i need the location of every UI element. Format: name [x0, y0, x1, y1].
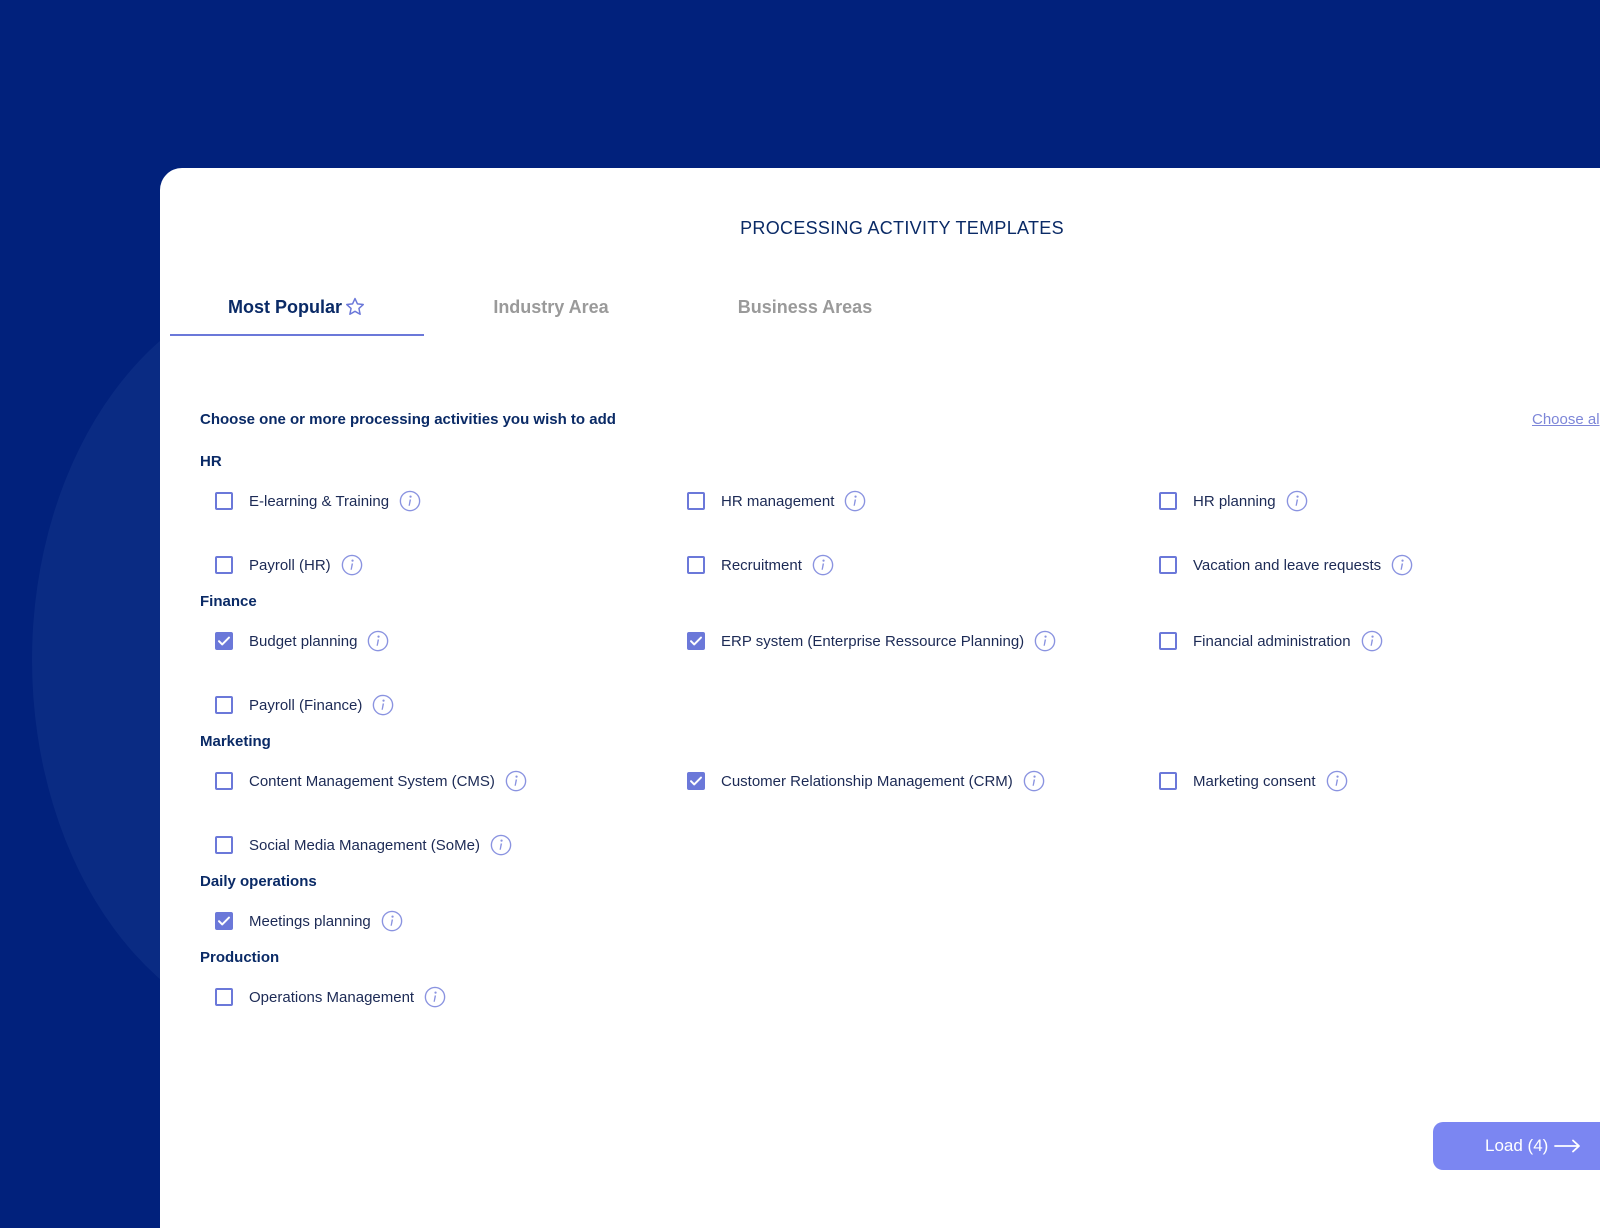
tab-industry-area[interactable]: Industry Area — [493, 296, 609, 317]
info-icon[interactable] — [372, 694, 394, 716]
section-title-hr: HR — [200, 453, 222, 470]
checkmark-icon — [217, 634, 231, 648]
section-title-production: Production — [200, 949, 280, 966]
checkbox-item-vacation[interactable] — [1159, 552, 1413, 578]
info-icon[interactable] — [1361, 630, 1383, 652]
checkbox[interactable] — [687, 556, 705, 574]
checkmark-icon — [689, 634, 703, 648]
arrow-right-icon — [1554, 1139, 1582, 1153]
tab-business-areas[interactable]: Business Areas — [737, 296, 873, 317]
item-label: HR planning — [1193, 492, 1276, 510]
checkmark-icon — [217, 914, 231, 928]
templates-panel — [160, 168, 1600, 1228]
info-icon[interactable] — [844, 490, 866, 512]
checkbox-checked[interactable] — [215, 912, 233, 930]
checkbox-item-hr-management[interactable] — [687, 488, 866, 514]
checkbox[interactable] — [215, 836, 233, 854]
item-label: Marketing consent — [1193, 772, 1316, 790]
info-icon[interactable] — [381, 910, 403, 932]
checkbox-item-crm[interactable] — [687, 768, 1045, 794]
checkbox-checked[interactable] — [215, 632, 233, 650]
instruction-text: Choose one or more processing activities you wish to add — [200, 411, 616, 428]
checkbox-item-budget-planning[interactable] — [215, 628, 389, 654]
choose-all-link[interactable]: Choose al — [1532, 411, 1600, 428]
checkbox[interactable] — [215, 988, 233, 1006]
star-icon — [344, 296, 366, 318]
checkbox[interactable] — [215, 556, 233, 574]
info-icon[interactable] — [367, 630, 389, 652]
checkbox-item-operations-management[interactable] — [215, 984, 446, 1010]
info-icon[interactable] — [490, 834, 512, 856]
item-label: Vacation and leave requests — [1193, 556, 1382, 574]
checkmark-icon — [689, 774, 703, 788]
info-icon[interactable] — [1023, 770, 1045, 792]
tab-bar — [170, 280, 932, 336]
info-icon[interactable] — [424, 986, 446, 1008]
item-label: E-learning & Training — [249, 492, 390, 510]
item-label: Operations Management — [249, 988, 415, 1006]
checkbox[interactable] — [215, 492, 233, 510]
item-label: Financial administration — [1193, 632, 1351, 650]
info-icon[interactable] — [1326, 770, 1348, 792]
checkbox-item-cms[interactable] — [215, 768, 527, 794]
item-label: Social Media Management (SoMe) — [249, 836, 480, 854]
section-title-finance: Finance — [200, 593, 257, 610]
checkbox-checked[interactable] — [687, 632, 705, 650]
checkbox[interactable] — [1159, 772, 1177, 790]
checkbox[interactable] — [215, 772, 233, 790]
item-label: Customer Relationship Management (CRM) — [721, 772, 1013, 790]
checkbox-checked[interactable] — [687, 772, 705, 790]
checkbox[interactable] — [687, 492, 705, 510]
checkbox-item-meetings-planning[interactable] — [215, 908, 403, 934]
info-icon[interactable] — [1391, 554, 1413, 576]
checkbox-item-e-learning[interactable] — [215, 488, 421, 514]
item-label: Payroll (Finance) — [249, 696, 363, 714]
checkbox-item-social-media[interactable] — [215, 832, 512, 858]
section-title-daily-operations: Daily operations — [200, 873, 317, 890]
load-button[interactable] — [1433, 1122, 1600, 1170]
item-label: Recruitment — [721, 556, 802, 574]
info-icon[interactable] — [1034, 630, 1056, 652]
info-icon[interactable] — [812, 554, 834, 576]
tab-label: Most Popular — [227, 296, 342, 317]
info-icon[interactable] — [505, 770, 527, 792]
item-label: Budget planning — [249, 632, 358, 650]
item-label: Payroll (HR) — [249, 556, 331, 574]
info-icon[interactable] — [399, 490, 421, 512]
checkbox[interactable] — [1159, 492, 1177, 510]
checkbox[interactable] — [1159, 632, 1177, 650]
item-label: HR management — [721, 492, 835, 510]
checkbox-item-marketing-consent[interactable] — [1159, 768, 1348, 794]
checkbox[interactable] — [215, 696, 233, 714]
info-icon[interactable] — [1286, 490, 1308, 512]
tab-most-popular[interactable] — [170, 280, 424, 336]
checkbox-item-payroll-hr[interactable] — [215, 552, 363, 578]
checkbox-item-financial-administration[interactable] — [1159, 628, 1383, 654]
page-title: PROCESSING ACTIVITY TEMPLATES — [740, 218, 1064, 238]
checkbox-item-hr-planning[interactable] — [1159, 488, 1308, 514]
info-icon[interactable] — [341, 554, 363, 576]
checkbox[interactable] — [1159, 556, 1177, 574]
item-label: ERP system (Enterprise Ressource Planning) — [721, 632, 1025, 650]
checkbox-item-erp-system[interactable] — [687, 628, 1056, 654]
checkbox-item-recruitment[interactable] — [687, 552, 834, 578]
checkbox-item-payroll-finance[interactable] — [215, 692, 394, 718]
load-button-label: Load (4) — [1485, 1136, 1549, 1155]
section-title-marketing: Marketing — [200, 733, 271, 750]
item-label: Content Management System (CMS) — [249, 772, 495, 790]
item-label: Meetings planning — [249, 912, 371, 930]
